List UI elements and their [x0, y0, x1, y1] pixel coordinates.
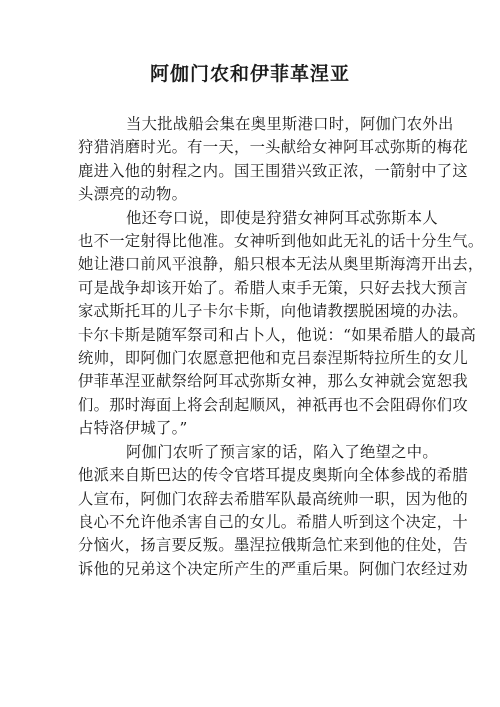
text-line: 头漂亮的动物。 [78, 185, 188, 204]
document-title: 阿伽门农和伊菲革涅亚 [149, 63, 350, 85]
text-line: 可是战争却该开始了。希腊人束手无策，只好去找大预言 [78, 278, 468, 297]
text-line: 良心不允许他杀害自己的女儿。希腊人听到这个决定，十 [78, 512, 468, 531]
text-line: 分恼火，扬言要反叛。墨涅拉俄斯急忙来到他的住处，告 [78, 536, 468, 555]
paragraph-2 [78, 207, 484, 441]
text-line: 占特洛伊城了。” [78, 419, 188, 438]
document-body [78, 113, 484, 581]
text-line: 他派来自斯巴达的传令官塔耳提皮奥斯向全体参战的希腊 [78, 466, 468, 485]
text-line: 统帅，即阿伽门农愿意把他和克吕泰涅斯特拉所生的女儿 [78, 349, 468, 368]
text-line: 也不一定射得比他准。女神听到他如此无礼的话十分生气。 [78, 232, 484, 251]
text-line: 们。那时海面上将会刮起顺风，神祇再也不会阻碍你们攻 [78, 395, 468, 414]
text-line: 人宣布，阿伽门农辞去希腊军队最高统帅一职，因为他的 [78, 489, 468, 508]
text-line: 他还夸口说，即使是狩猎女神阿耳忒弥斯本人 [126, 208, 438, 227]
text-line: 她让港口前风平浪静，船只根本无法从奥里斯海湾开出去， [78, 255, 484, 274]
text-line: 家忒斯托耳的儿子卡尔卡斯，向他请教摆脱困境的办法。 [78, 302, 468, 321]
text-line: 狩猎消磨时光。有一天，一头献给女神阿耳忒弥斯的梅花 [78, 138, 468, 157]
paragraph-3 [78, 441, 468, 581]
text-line: 当大批战船会集在奥里斯港口时，阿伽门农外出 [126, 115, 454, 133]
text-line: 诉他的兄弟这个决定所产生的严重后果。阿伽门农经过劝 [78, 559, 468, 578]
text-line: 阿伽门农听了预言家的话，陷入了绝望之中。 [126, 442, 438, 461]
text-line: 卡尔卡斯是随军祭司和占卜人，他说：“如果希腊人的最高 [78, 325, 477, 344]
text-line: 鹿进入他的射程之内。国王围猎兴致正浓，一箭射中了这 [78, 161, 468, 180]
text-line: 伊菲革涅亚献祭给阿耳忒弥斯女神，那么女神就会宽恕我 [78, 372, 468, 391]
paragraph-1 [78, 113, 468, 207]
